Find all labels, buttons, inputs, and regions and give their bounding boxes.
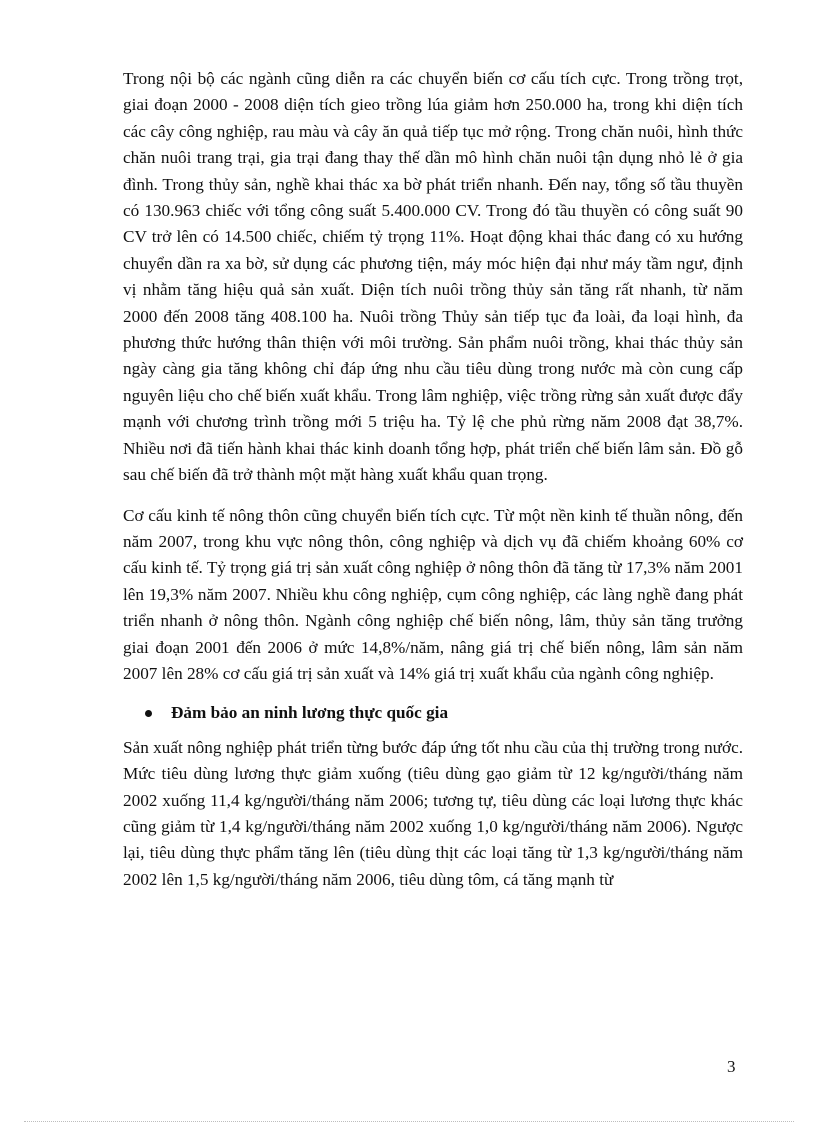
page-bottom-divider bbox=[24, 1121, 794, 1122]
section-heading-food-security bbox=[123, 700, 743, 726]
paragraph-rural-economy: Cơ cấu kinh tế nông thôn cũng chuyển biến tích cực. Từ một nền kinh tế thuần nông, đến năm 2007, trong khu vực nông thôn, công nghiệp và dịch vụ đã chiếm khoảng 60% cơ cấu kinh tế. Tỷ trọng giá trị sản xuất công nghiệp ở nông thôn đã tăng từ 17,3% năm 2001 lên 19,3% năm 2007. Nhiều khu công nghiệp, cụm công nghiệp, các làng nghề đang phát triển nhanh ở nông thôn. Ngành công nghiệp chế biến nông, lâm, thủy sản tăng trưởng giai đoạn 2001 đến 2006 ở mức 14,8%/năm, nâng giá trị chế biến nông, lâm sản năm 2007 lên 28% cơ cấu giá trị sản xuất và 14% giá trị xuất khẩu của ngành công nghiệp. bbox=[123, 505, 743, 683]
section-heading-text: Đảm bảo an ninh lương thực quốc gia bbox=[171, 703, 449, 723]
document-body bbox=[123, 66, 743, 893]
paragraph-sector-restructuring: Trong nội bộ các ngành cũng diễn ra các chuyển biến cơ cấu tích cực. Trong trồng trọt, giai đoạn 2000 - 2008 diện tích gieo trồng lúa giảm hơn 250.000 ha, trong khi diện tích các cây công nghiệp, rau màu và cây ăn quả tiếp tục mở rộng. Trong chăn nuôi, hình thức chăn nuôi trang trại, gia trại đang thay thế dần mô hình chăn nuôi tận dụng nhỏ lẻ ở gia đình. Trong thủy sản, nghề khai thác xa bờ phát triển nhanh. Đến nay, tổng số tầu thuyền có 130.963 chiếc với tổng công suất 5.400.000 CV. Trong đó tầu thuyền có công suất 90 CV trở lên có 14.500 chiếc, chiếm tỷ trọng 11%. Hoạt động khai thác đang có xu hướng chuyển dần ra xa bờ, sử dụng các phương tiện, máy móc hiện đại như máy tầm ngư, định vị nhằm tăng hiệu quả sản xuất. Diện tích nuôi trồng thủy sản tăng rất nhanh, từ năm 2000 đến 2008 tăng 408.100 ha. Nuôi trồng Thủy sản tiếp tục đa loài, đa loại hình, đa phương thức hướng thân thiện với môi trường. Sản phẩm nuôi trồng, khai thác thủy sản ngày càng gia tăng không chỉ đáp ứng nhu cầu tiêu dùng trong nước mà còn cung cấp nguyên liệu cho chế biến xuất khẩu. Trong lâm nghiệp, việc trồng rừng sản xuất được đẩy mạnh với chương trình trồng mới 5 triệu ha. Tỷ lệ che phủ rừng năm 2008 đạt 38,7%. Nhiều nơi đã tiến hành khai thác kinh doanh tổng hợp, phát triển chế biến lâm sản. Đồ gỗ sau chế biến đã trở thành một mặt hàng xuất khẩu quan trọng. bbox=[123, 69, 743, 485]
page-number: 3 bbox=[727, 1057, 736, 1076]
paragraph-food-consumption: Sản xuất nông nghiệp phát triển từng bước đáp ứng tốt nhu cầu của thị trường trong nước. Mức tiêu dùng lương thực giảm xuống (tiêu dùng gạo giảm từ 12 kg/người/tháng năm 2002 xuống 11,4 kg/người/tháng năm 2006; tương tự, tiêu dùng các loại lương thực khác cũng giảm từ 1,4 kg/người/tháng năm 2002 xuống 1,0 kg/người/tháng năm 2006). Ngược lại, tiêu dùng thực phẩm tăng lên (tiêu dùng thịt các loại tăng từ 1,3 kg/người/tháng năm 2002 lên 1,5 kg/người/tháng năm 2006, tiêu dùng tôm, cá tăng mạnh từ bbox=[123, 737, 743, 889]
bullet-icon bbox=[145, 710, 152, 717]
